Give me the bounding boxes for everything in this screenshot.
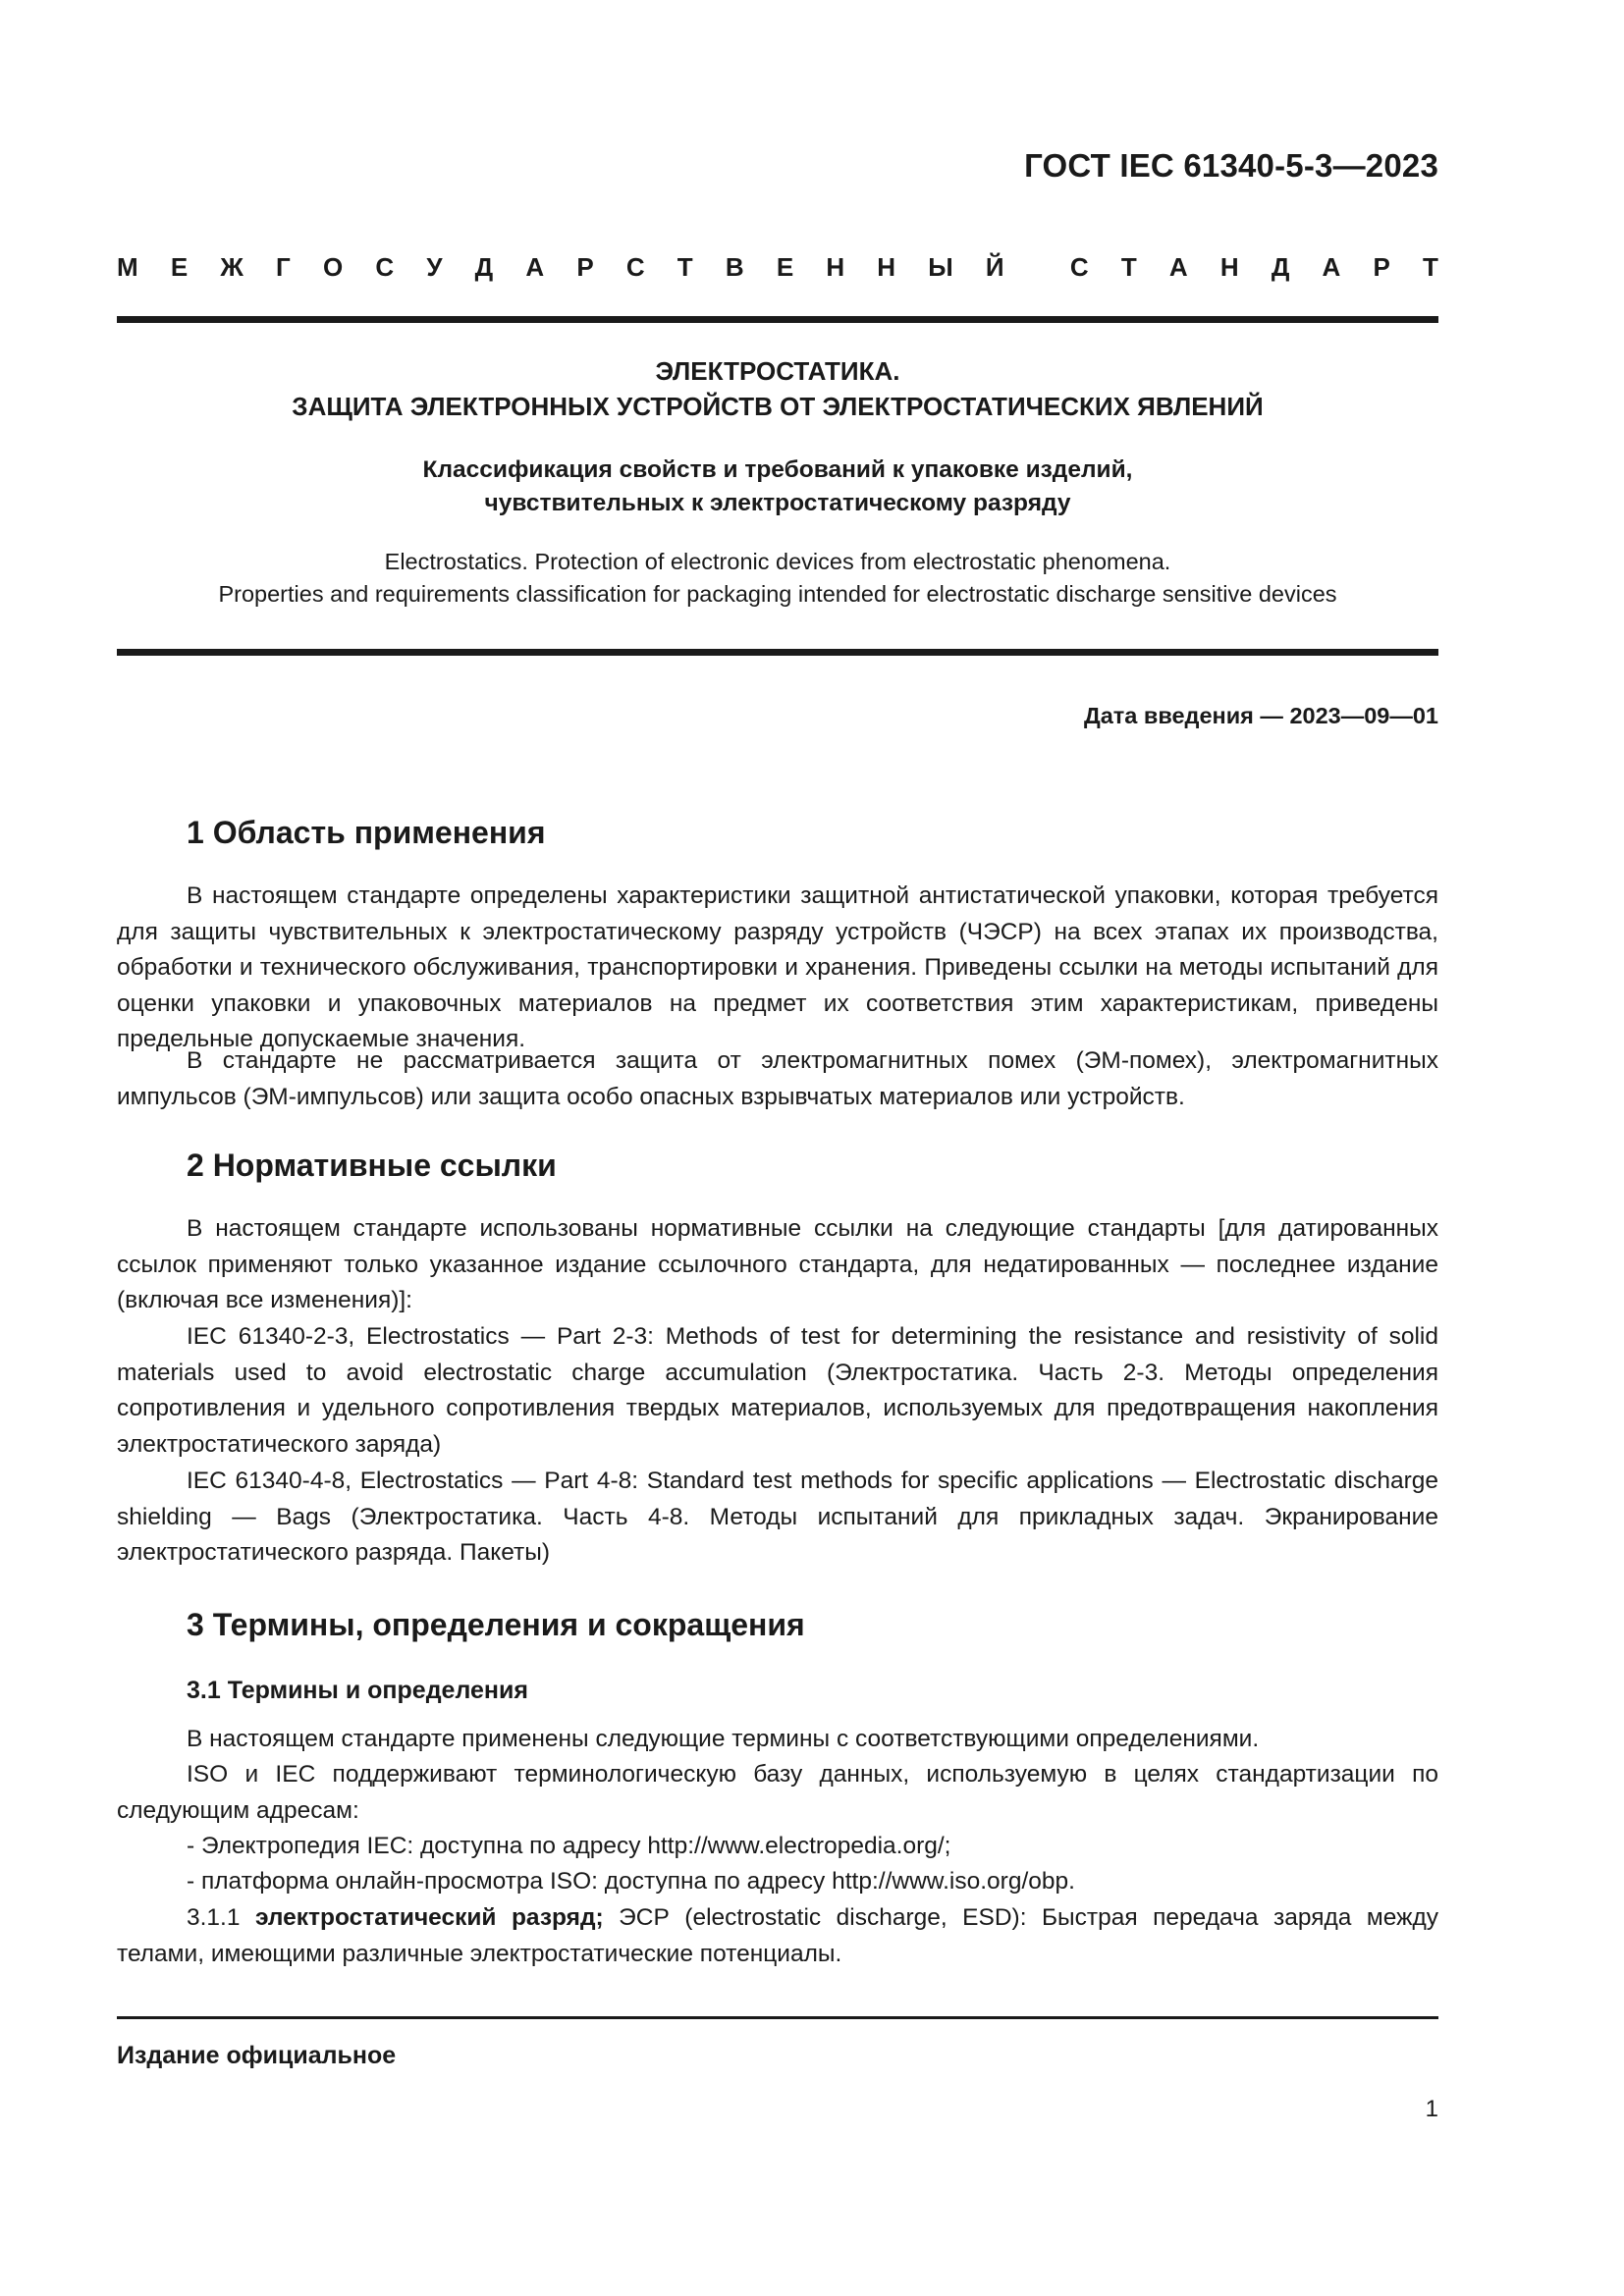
definition-text: ЭСР (electrostatic discharge, ESD): Быстрая передача заряда между телами, имеющими различные электростатические потенциалы.: [117, 1904, 1438, 1967]
main-title-line2: ЗАЩИТА ЭЛЕКТРОННЫХ УСТРОЙСТВ ОТ ЭЛЕКТРОСТАТИЧЕСКИХ ЯВЛЕНИЙ: [292, 392, 1264, 421]
banner-letter: А: [525, 252, 545, 282]
banner-letter: А: [1322, 252, 1341, 282]
banner-letter: В: [725, 252, 744, 282]
section-2-paragraph-1: В настоящем стандарте использованы нормативные ссылки на следующие стандарты [для датированных ссылок применяют только указанное издание ссылочного стандарта, для недатированных — последнее издание (включая все изменения)]:: [117, 1215, 1438, 1313]
section-1-paragraph-1: В настоящем стандарте определены характеристики защитной антистатической упаковки, которая требуется для защиты чувствительных к электростатическому разряду устройств (ЧЭСР) на всех этапах их производства, обработки и технического обслуживания, транспортировки и хранения. Приведены ссылки на методы испытаний для оценки упаковки и упаковочных материалов на предмет их соответствия этим характеристикам, приведены предельные допускаемые значения.: [117, 882, 1438, 1052]
list-item-electropedia: - Электропедия IEC: доступна по адресу http://www.electropedia.org/;: [187, 1833, 951, 1859]
standard-number: ГОСТ IEC 61340-5-3—2023: [1024, 147, 1438, 184]
english-title-line2: Properties and requirements classification for packaging intended for electrostatic discharge sensitive devices: [218, 581, 1337, 607]
banner-letter: У: [426, 252, 443, 282]
section-2-heading: 2 Нормативные ссылки: [187, 1148, 557, 1183]
definition-number: 3.1.1: [187, 1904, 255, 1931]
title-rule: [117, 649, 1438, 656]
banner-letter: Р: [576, 252, 594, 282]
banner-letter: Н: [877, 252, 896, 282]
banner-letter: Г: [276, 252, 291, 282]
banner-letter: Т: [1120, 252, 1137, 282]
banner-letter: Д: [1271, 252, 1290, 282]
sub-title-line2: чувствительных к электростатическому разряду: [484, 490, 1071, 516]
footer-rule: [117, 2016, 1438, 2019]
section-1-paragraph-2: В стандарте не рассматривается защита от электромагнитных помех (ЭМ-помех), электромагнитных импульсов (ЭМ-импульсов) или защита особо опасных взрывчатых материалов или устройств.: [117, 1047, 1438, 1110]
standard-type-banner: [117, 252, 1438, 283]
main-title: [117, 353, 1438, 424]
banner-letter: Н: [826, 252, 845, 282]
banner-letter: Н: [1219, 252, 1239, 282]
banner-letter: Д: [474, 252, 494, 282]
english-title-line1: Electrostatics. Protection of electronic devices from electrostatic phenomena.: [384, 549, 1171, 574]
english-title: [117, 546, 1438, 611]
banner-letter: Т: [677, 252, 693, 282]
official-edition-label: Издание официальное: [117, 2042, 397, 2069]
banner-letter: Т: [1423, 252, 1438, 282]
document-page: [117, 0, 1438, 2296]
section-3-heading: 3 Термины, определения и сокращения: [187, 1607, 805, 1642]
banner-letter: М: [117, 252, 138, 282]
banner-letter: А: [1168, 252, 1188, 282]
section-2-reference-2: IEC 61340-4-8, Electrostatics — Part 4-8: Standard test methods for specific applications — Electrostatic discharge shielding — Bags (Электростатика. Часть 4-8. Методы испытаний для прикладных задач. Экранирование электростатического разряда. Пакеты): [117, 1468, 1438, 1566]
banner-letter: Ы: [928, 252, 953, 282]
section-3-paragraph-1: В настоящем стандарте применены следующие термины с соответствующими определениями.: [187, 1726, 1260, 1752]
header-rule: [117, 316, 1438, 323]
banner-letter: С: [625, 252, 645, 282]
banner-letter: Е: [776, 252, 794, 282]
banner-letter: Р: [1373, 252, 1390, 282]
page-number: 1: [1425, 2096, 1438, 2122]
banner-letter: Й: [985, 252, 1004, 282]
banner-letter: Ж: [220, 252, 244, 282]
banner-letter: С: [375, 252, 395, 282]
section-1-heading: 1 Область применения: [187, 815, 546, 850]
sub-title-line1: Классификация свойств и требований к упаковке изделий,: [422, 456, 1133, 483]
introduction-date: Дата введения — 2023—09—01: [1083, 703, 1438, 728]
banner-gap: [1037, 252, 1038, 283]
list-item-iso-obp: - платформа онлайн-просмотра ISO: доступна по адресу http://www.iso.org/obp.: [187, 1868, 1075, 1895]
banner-letter: О: [322, 252, 344, 282]
section-2-reference-1: IEC 61340-2-3, Electrostatics — Part 2-3: Methods of test for determining the resistance and resistivity of solid materials used to avoid electrostatic charge accumulation (Электростатика. Часть 2-3. Методы определения сопротивления и удельного сопротивления твердых материалов, используемых для предотвращения накопления электростатического заряда): [117, 1323, 1438, 1458]
definition-3-1-1: [117, 1900, 1438, 1972]
banner-letter: Е: [170, 252, 189, 282]
subsection-3-1-heading: 3.1 Термины и определения: [187, 1677, 528, 1704]
section-3-paragraph-2: ISO и IEC поддерживают терминологическую базу данных, используемую в целях стандартизации по следующим адресам:: [117, 1761, 1438, 1824]
banner-letter: С: [1069, 252, 1089, 282]
main-title-line1: ЭЛЕКТРОСТАТИКА.: [655, 356, 900, 386]
sub-title: [117, 454, 1438, 520]
definition-term: электростатический разряд;: [254, 1904, 604, 1931]
